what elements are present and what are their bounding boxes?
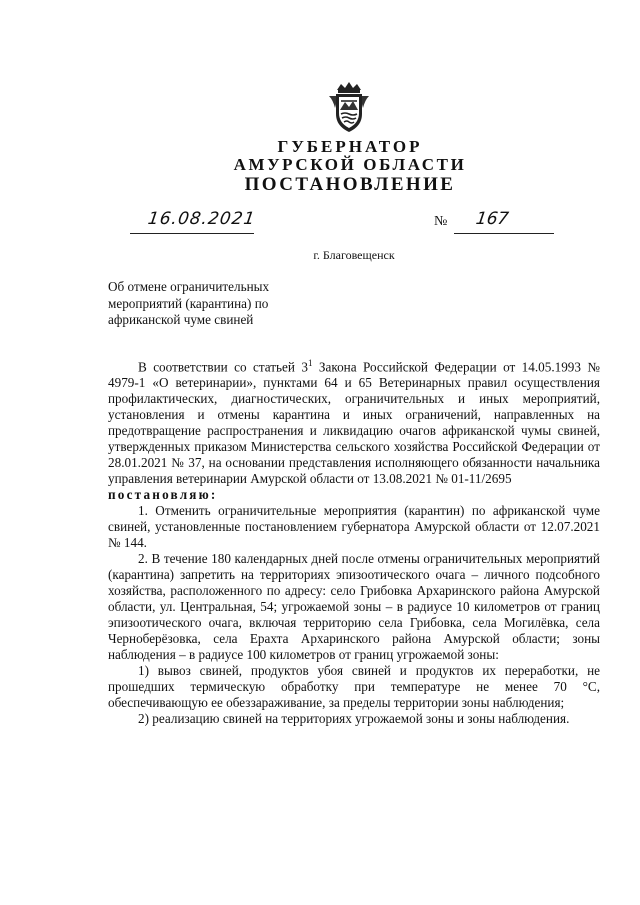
resolve-word: постановляю: <box>108 487 218 503</box>
region-title: АМУРСКОЙ ОБЛАСТИ <box>233 155 467 174</box>
subpoint-2: 2) реализацию свиней на территориях угрожаемой зоны и зоны наблюдения. <box>138 711 570 727</box>
document-number: 167 <box>474 209 510 229</box>
preamble-rest: Закона Российской Федерации от 14.05.1993 № 4979-1 «О ветеринарии», пунктами 64 и 65 Ветеринарных правил осуществления профилактических, диагностических, ограничительных и иных мероприятий, установления и отмены карантина и иных ограничений, направленных на предотвращение распространения и ликвидацию очагов африканской чумы свиней, утвержденных приказом Министерства сельского хозяйства Российской Федерации от 28.01.2021 № 37, на основании представления исполняющего обязанности начальника управления ветеринарии Амурской области от 13.08.2021 № 01-11/2695 <box>108 359 600 487</box>
number-underline <box>454 233 554 234</box>
coat-of-arms-emblem <box>327 80 371 134</box>
city-label: г. Благовещенск <box>313 248 395 262</box>
document-body <box>108 355 600 727</box>
date-underline <box>130 233 254 234</box>
point-1: 1. Отменить ограничительные мероприятия (карантин) по африканской чуме свиней, установленные постановлением губернатора Амурской области от 12.07.2021 № 144. <box>108 503 600 551</box>
preamble-superscript: 1 <box>307 358 313 368</box>
number-label: № <box>434 214 448 229</box>
point-2: 2. В течение 180 календарных дней после отмены ограничительных мероприятий (карантина) запретить на территориях эпизоотического очага – личного подсобного хозяйства, расположенного по адресу: село Грибовка Архаринского района Амурской области, ул. Центральная, 54; угрожаемой зоны – в радиусе 10 километров от границ эпизоотического очага, включая территорию села Грибовка, села Могилёвка, села Черноберёзовка, села Ерахта Архаринского района Амурской области; зоны наблюдения – в радиусе 100 километров от границ угрожаемой зоны: <box>108 551 600 663</box>
document-date: 16.08.2021 <box>146 209 257 229</box>
governor-title: ГУБЕРНАТОР <box>277 137 423 156</box>
document-type-title: ПОСТАНОВЛЕНИЕ <box>244 174 456 195</box>
preamble-start: В соответствии со статьей 3 <box>138 359 308 375</box>
document-subject: Об отмене ограничительных мероприятий (карантина) по африканской чуме свиней <box>108 279 270 327</box>
preamble-paragraph <box>108 355 600 487</box>
subpoint-1: 1) вывоз свиней, продуктов убоя свиней и продуктов их переработки, не прошедших термическую обработку при температуре не менее 70 °С, обеспечивающую ее обеззараживание, за пределы территории зоны наблюдения; <box>108 663 600 711</box>
